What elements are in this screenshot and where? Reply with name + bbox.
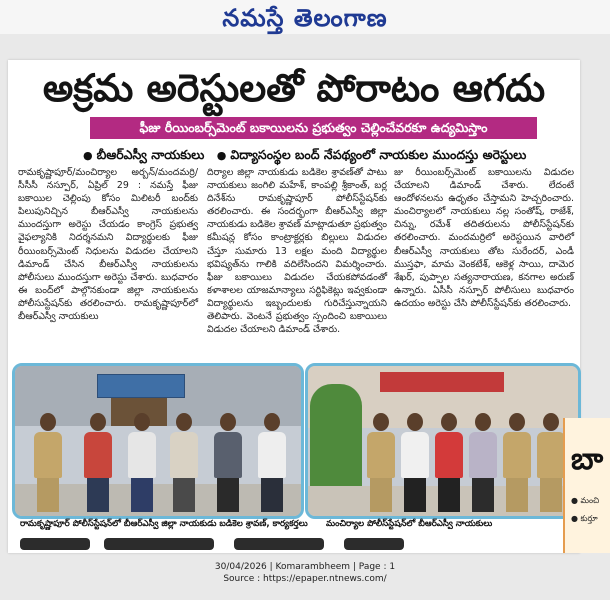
adjacent-line: ● కుర్తూ	[571, 514, 598, 523]
person	[127, 413, 157, 512]
photo-caption-2: మంచిర్యాల పోలీస్‌స్టేషన్‌లో బీఆర్ఎస్వీ నాయకులు	[326, 519, 493, 529]
person	[83, 413, 113, 512]
source-label: Source :	[223, 574, 261, 584]
plant	[310, 384, 362, 494]
person-police	[502, 413, 532, 512]
masthead	[0, 0, 610, 34]
column-text: రామకృష్ణాపూర్/మంచిర్యాల అర్బన్/మందమర్రి/సీసీసీ నస్పూర్, ఏప్రిల్ 29 : నమస్తే ఫీజు బకాయిల చెల్లింపు కోసం మిలిటరీ బంద్‌కు పిలుపునిచ్చిన బీఆర్ఎస్వీ నాయకులను ముందస్తుగా అరెస్టు చేయడం కాంగ్రెస్ ప్రభుత్వ వైఫల్యానికి నిదర్శనమని విద్యార్థులకు ఫీజు రీయింబర్స్‌మెంట్ నిధులను విడుదల చేయాలని డిమాండ్ చేసిన బీఆర్ఎస్వీ నాయకులను పోలీసులు ముందస్తుగా అరెస్టు చేశారు. బుధవారం ఈ బంద్‌లో పాల్గొనకుండా జిల్లా నాయకులను పోలీసుస్టేషన్‌కు తరలించారు. రామకృష్ణాపూర్‌లో బీఆర్ఎస్వీ నాయకులు	[18, 167, 198, 323]
person	[434, 413, 464, 512]
cropped-next-headline	[8, 532, 580, 553]
kicker-part-1: బీఆర్ఎస్వీ నాయకులు	[96, 147, 205, 162]
masthead-title: నమస్తే తెలంగాణ	[222, 3, 388, 32]
footer-meta: 30/04/2026 | Komarambheem | Page : 1	[214, 562, 396, 572]
column-text: జు రీయింబర్స్‌మెంట్ బకాయిలను విడుదల చేయాలని డిమాండ్ చేశారు. లేదంటే ఆందోళనలను ఉధృతం చేస్తామని హెచ్చరించారు. మంచిర్యాలలో నాయకులు నల్ల సంతోష్, రాజేశ్, చిన్ను, రమేశ్ తదితరులను పోలీస్‌స్టేషన్‌కు తరలించారు. మందమర్రిలో అరెస్టయిన వారిలో బీఆర్ఎస్వీ నాయకులు తోట సురేందర్, ఎండీ ముస్తఫా, మామ వెంకటేశ్, ఆకెళ్ల సాయి, దామెర శేఖర్, పుప్పాల సత్యనారాయణ, కనగాల అరుణ్ ఉన్నారు. ఏసీసీ నస్పూర్ పోలీసులు బుధవారం ఉదయం అరెస్టు చేసి పోలీస్‌స్టేషన్‌కు తరలించారు.	[394, 167, 574, 309]
footer-edition: Komarambheem	[275, 562, 351, 572]
article-clipping	[8, 60, 580, 553]
footer-page: Page : 1	[358, 562, 396, 572]
adjacent-article-box	[563, 418, 610, 553]
photo-ramakrishnapur-station	[12, 363, 304, 519]
article-column-2	[207, 166, 387, 336]
page-footer	[0, 561, 610, 585]
bullet-icon: ●	[216, 149, 227, 162]
kicker-part-2: విద్యాసంస్థల బంద్ నేపథ్యంలో నాయకుల ముందస్తు అరెస్టులు	[230, 147, 527, 162]
column-text: దిర్యాల జిల్లా నాయకుడు బడికెల శ్రావణ్‌తో పాటు నాయకులు జంగిలి మహేశ్, కాంపల్లి శ్రీకాంత్, బర్ల దినేశ్‌ను రామకృష్ణాపూర్ పోలీస్‌స్టేషన్‌కు తరలించారు. ఈ సందర్భంగా బీఆర్ఎస్వీ జిల్లా నాయకుడు బడికెల శ్రావణ్ మాట్లాడుతూ ప్రభుత్వం కమీషన్ల కోసం కాంట్రాక్టర్లకు బిల్లులు విడుదల చేస్తూ సుమారు 13 లక్షల మంది విద్యార్థుల భవిష్యత్‌ను గాలికి వదిలేసిందని విమర్శించారు. ఫీజు బకాయిలు విడుదల చేయకపోవడంతో కళాశాలల యాజమాన్యాలు సర్టిఫికెట్లు ఇవ్వకుండా విద్యార్థులను ఇబ్బందులకు గురిచేస్తున్నాయని తెలిపారు. వెంటనే ప్రభుత్వం స్పందించి బకాయిలు విడుదల చేయాలని డిమాండ్ చేశారు.	[207, 167, 387, 336]
bullet-icon: ●	[83, 149, 93, 162]
person-police	[33, 413, 63, 512]
station-sign	[380, 372, 504, 392]
footer-source	[0, 573, 610, 585]
source-link[interactable]: https://epaper.ntnews.com/	[263, 574, 387, 584]
photo-caption-1: రామకృష్ణాపూర్ పోలీస్‌స్టేషన్‌లో బీఆర్ఎస్వీ జిల్లా నాయకుడు బడికెల శ్రావణ్, కార్యకర్తలు	[20, 519, 308, 529]
article-kicker	[83, 147, 553, 166]
footer-date: 30/04/2026	[214, 562, 267, 572]
person	[213, 413, 243, 512]
article-column-1	[18, 166, 198, 323]
person	[400, 413, 430, 512]
person	[169, 413, 199, 512]
person	[468, 413, 498, 512]
station-sign	[97, 374, 185, 398]
adjacent-line: ● మంచి	[571, 496, 600, 505]
article-subheadline: ఫీజు రీయింబర్స్‌మెంట్ బకాయిలను ప్రభుత్వం చెల్లించేవరకూ ఉద్యమిస్తాం	[90, 117, 537, 139]
person	[257, 413, 287, 512]
article-column-3	[394, 166, 574, 310]
person-police	[536, 413, 566, 512]
article-headline: అక్రమ అరెస్టులతో పోరాటం ఆగదు	[42, 66, 546, 110]
adjacent-headline: బా	[571, 442, 604, 477]
person-police	[366, 413, 396, 512]
photo-mancherial-station	[305, 363, 581, 519]
